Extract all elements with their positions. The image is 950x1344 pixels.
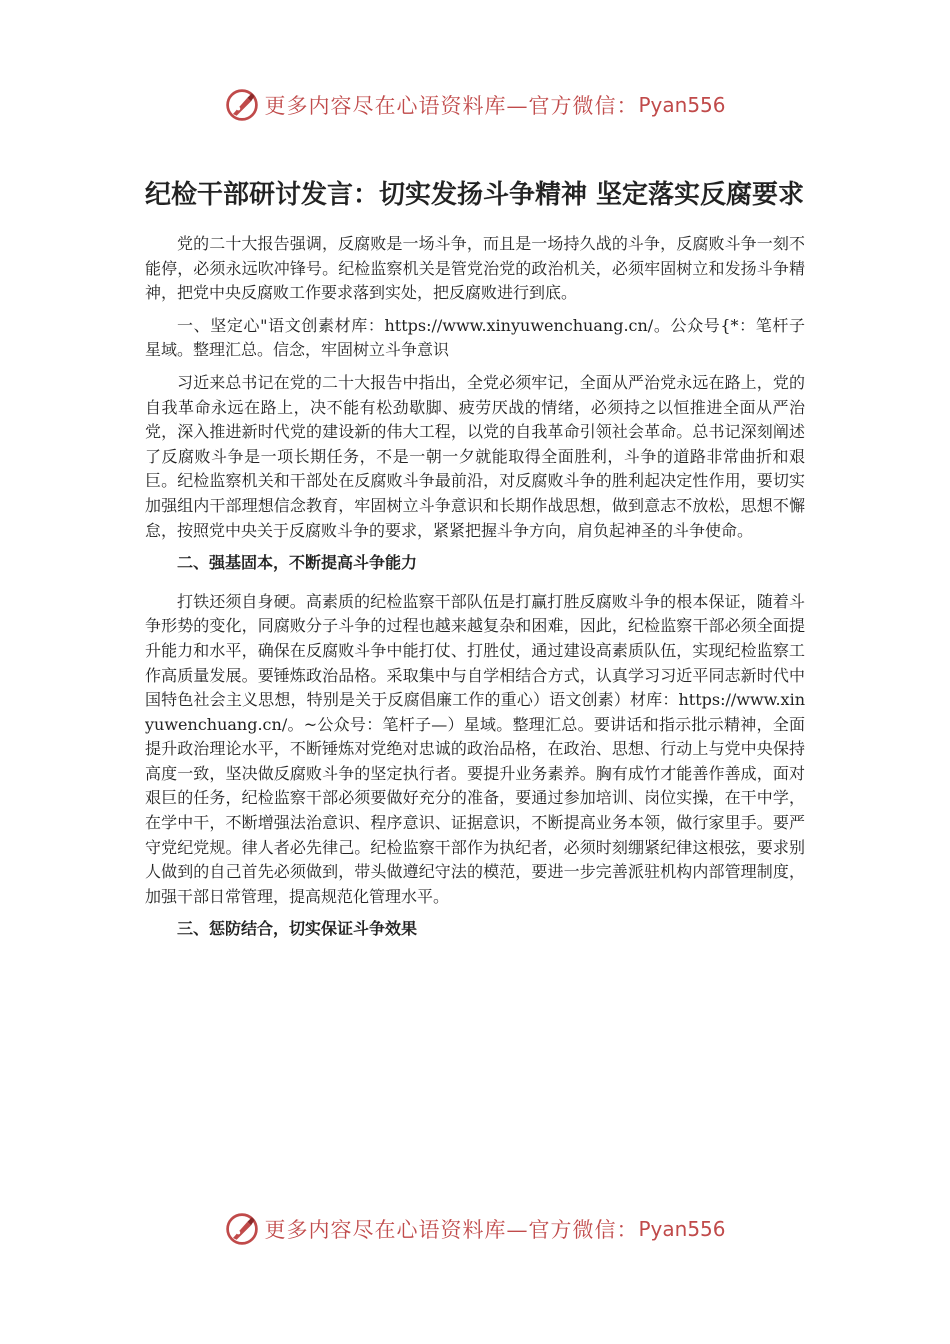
header-banner bbox=[0, 85, 950, 125]
section-2-heading: 二、强基固本，不断提高斗争能力 bbox=[177, 553, 418, 573]
footer-banner bbox=[0, 1209, 950, 1249]
document-body bbox=[145, 170, 805, 956]
banner-text: 更多内容尽在心语资料库—官方微信： bbox=[264, 1218, 639, 1242]
section-3-heading: 三、惩防结合，切实保证斗争效果 bbox=[177, 919, 418, 939]
section-2-body: 打铁还须自身硬。高素质的纪检监察干部队伍是打赢打胜反腐败斗争的根本保证，随着斗争形势的变化，同腐败分子斗争的过程也越来越复杂和困难，因此，纪检监察干部必须全面提升能力和水平，确保在反腐败斗争中能打仗、打胜仗，通过建设高素质队伍，实现纪检监察工作高质量发展。要锤炼政治品格。采取集中与自学相结合方式，认真学习习近平同志新时代中国特色社会主义思想，特别是关于反腐倡廉工作的重心）语文创素）材库：https://www.xinyuwenchuang.cn/。~公众号：笔杆子—）星域。整理汇总。要讲话和指示批示精神，全面提升政治理论水平，不断锤炼对党绝对忠诚的政治品格，在政治、思想、行动上与党中央保持高度一致，坚决做反腐败斗争的坚定执行者。要提升业务素养。胸有成竹才能善作善成，面对艰巨的任务，纪检监察干部必须要做好充分的准备，要通过参加培训、岗位实操，在干中学，在学中干，不断增强法治意识、程序意识、证据意识，不断提高业务本领，做行家里手。要严守党纪党规。律人者必先律己。纪检监察干部作为执纪者，必须时刻绷紧纪律这根弦，要求别人做到的自己首先必须做到，带头做遵纪守法的模范，要进一步完善派驻机构内部管理制度，加强干部日常管理，提高规范化管理水平。 bbox=[145, 591, 805, 906]
intro-paragraph: 党的二十大报告强调，反腐败是一场斗争，而且是一场持久战的斗争，反腐败斗争一刻不能停，必须永远吹冲锋号。纪检监察机关是管党治党的政治机关，必须牢固树立和发扬斗争精神，把党中央反腐败工作要求落到实处，把反腐败进行到底。 bbox=[145, 234, 805, 303]
document-title: 纪检干部研讨发言：切实发扬斗争精神 坚定落实反腐要求 bbox=[145, 180, 805, 210]
pen-nib-logo-icon bbox=[224, 1211, 260, 1247]
pen-nib-logo-icon bbox=[224, 87, 260, 123]
banner-wechat-id: Pyan556 bbox=[638, 1217, 726, 1241]
banner-text: 更多内容尽在心语资料库—官方微信： bbox=[264, 94, 639, 118]
section-1-body: 习近来总书记在党的二十大报告中指出，全党必须牢记，全面从严治党永远在路上，党的自我革命永远在路上，决不能有松劲歇脚、疲劳厌战的情绪，必须持之以恒推进全面从严治党，深入推进新时代党的建设新的伟大工程，以党的自我革命引领社会革命。总书记深刻阐述了反腐败斗争是一项长期任务，不是一朝一夕就能取得全面胜利，斗争的道路非常曲折和艰巨。纪检监察机关和干部处在反腐败斗争最前沿，对反腐败斗争的胜利起决定性作用，要切实加强组内干部理想信念教育，牢固树立斗争意识和长期作战思想，做到意志不放松，思想不懈怠，按照党中央关于反腐败斗争的要求，紧紧把握斗争方向，肩负起神圣的斗争使命。 bbox=[145, 372, 805, 540]
banner-wechat-id: Pyan556 bbox=[638, 93, 726, 117]
section-1-heading: 一、坚定心"语文创素材库：https://www.xinyuwenchuang.cn/。公众号{*：笔杆子星域。整理汇总。信念，牢固树立斗争意识 bbox=[145, 315, 805, 360]
